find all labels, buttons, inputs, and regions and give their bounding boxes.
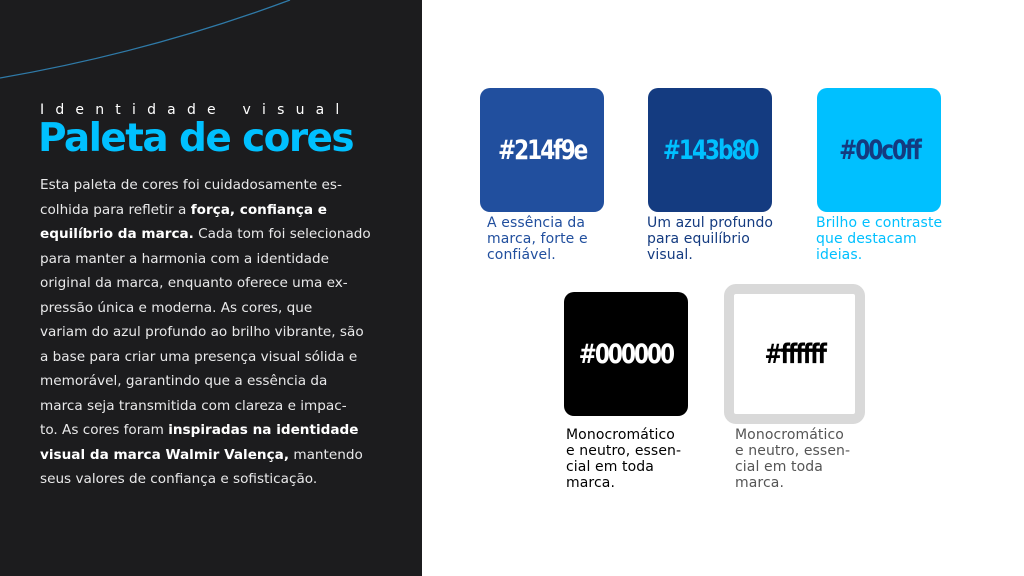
hex-label: #000000 <box>578 338 674 370</box>
description-line: ideias. <box>816 247 863 263</box>
description-line: marca. <box>735 475 784 491</box>
hex-label: #00c0ff <box>838 134 920 166</box>
body-segment: para manter a harmonia com a identidade <box>40 250 329 267</box>
swatch-description <box>566 427 681 491</box>
body-segment: seus valores de confiança e sofisticação. <box>40 471 318 487</box>
description-line: cial em toda <box>566 459 654 475</box>
description-line: confiável. <box>487 247 556 263</box>
body-emphasis: força, confiança e <box>190 201 327 218</box>
body-line <box>40 222 380 247</box>
swatch-143b80 <box>648 88 772 212</box>
swatch-description <box>735 427 850 491</box>
description-line: para equilíbrio <box>647 231 750 247</box>
body-segment: colhida para refletir a <box>40 201 191 218</box>
body-line <box>40 394 380 419</box>
description-line: que destacam <box>816 231 917 247</box>
body-segment: Esta paleta de cores foi cuidadosamente es- <box>40 177 342 193</box>
hex-label: #143b80 <box>662 134 758 166</box>
body-emphasis: visual da marca Walmir Valença, <box>40 446 290 463</box>
page-title: Paleta de cores <box>38 116 353 161</box>
body-segment: Cada tom foi selecionado <box>193 226 371 242</box>
body-line <box>40 271 380 296</box>
body-paragraph <box>40 173 380 492</box>
body-segment: pressão única e moderna. As cores, que <box>40 299 313 316</box>
left-panel <box>0 0 422 576</box>
body-segment: mantendo <box>289 446 363 463</box>
body-line <box>40 198 380 223</box>
description-line: A essência da <box>487 215 586 231</box>
description-line: e neutro, essen- <box>735 443 851 459</box>
body-line <box>40 345 380 370</box>
swatch-description <box>647 215 773 263</box>
body-line <box>40 173 380 198</box>
description-line: Brilho e contraste <box>816 215 943 231</box>
swatch-description <box>487 215 588 263</box>
body-line <box>40 247 380 272</box>
body-segment: marca seja transmitida com clareza e impac- <box>40 397 347 414</box>
description-line: cial em toda <box>735 459 823 475</box>
body-line <box>40 467 380 492</box>
body-line <box>40 443 380 468</box>
body-line <box>40 296 380 321</box>
swatch-00c0ff <box>817 88 941 212</box>
swatch-214f9e <box>480 88 604 212</box>
description-line: marca, forte e <box>487 231 588 247</box>
body-segment: variam do azul profundo ao brilho vibrante, são <box>40 324 364 340</box>
description-line: Monocromático <box>566 427 675 443</box>
body-emphasis: equilíbrio da marca. <box>40 226 194 242</box>
hex-label: #214f9e <box>497 134 587 166</box>
body-segment: a base para criar uma presença visual sólida e <box>40 348 358 365</box>
description-line: visual. <box>647 247 693 263</box>
body-segment: memorável, garantindo que a essência da <box>40 373 328 389</box>
swatch-ffffff <box>724 284 865 424</box>
body-line <box>40 320 380 345</box>
body-segment: original da marca, enquanto oferece uma ex- <box>40 275 348 291</box>
description-line: Um azul profundo <box>647 215 774 231</box>
description-line: marca. <box>566 475 615 491</box>
swatch-000000 <box>564 292 688 416</box>
body-emphasis: inspiradas na identidade <box>168 422 359 438</box>
description-line: Monocromático <box>735 427 844 443</box>
swatch-description <box>816 215 942 263</box>
description-line: e neutro, essen- <box>566 443 682 459</box>
body-line <box>40 369 380 394</box>
body-segment: to. As cores foram <box>40 422 169 438</box>
body-line <box>40 418 380 443</box>
eyebrow-label: Identidade visual <box>40 102 351 118</box>
hex-label: #ffffff <box>764 338 825 370</box>
